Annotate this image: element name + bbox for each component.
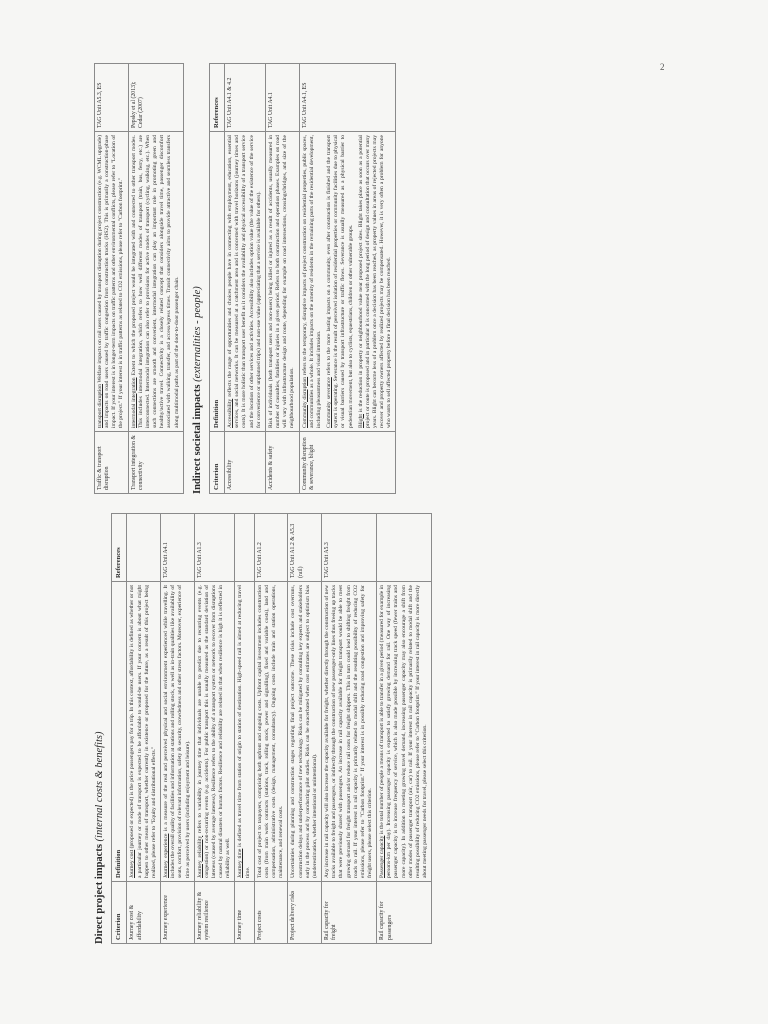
criterion-cell: Rail capacity for freight: [322, 882, 377, 944]
definition-keyword: Journey reliability: [196, 835, 203, 878]
table-row: [377, 514, 432, 944]
definition-keyword: Passenger capacity: [379, 835, 386, 878]
table-row: [225, 64, 266, 494]
table-row: [322, 514, 377, 944]
reference-cell: TAG Unit A5.3: [322, 514, 377, 582]
table-row: [265, 64, 299, 494]
definition-cell: [265, 132, 299, 432]
references-header: References: [112, 514, 127, 582]
reference-cell: TAG Unit A4.1: [265, 64, 299, 132]
definition-text: is the reduction in property or neighbourhood value near proposed project sites. Blight takes place as soon as a potential project or route is proposed and in particular it is concerned with the long period of design and consultation that occurs over many years. Blight can become less of a problem once a decision has been reached, as property values in areas of rejected projects may recover and property owners affected by realized projects may be compensated. However, it is very often a problem for anyone who wants to sell affected property before a final decision has been reached.: [357, 135, 393, 428]
definition-keyword: intermodal integration: [130, 377, 137, 428]
definition-cell: [161, 582, 195, 882]
direct-impacts-table: [111, 513, 432, 944]
definition-paragraph: [326, 135, 355, 428]
reference-cell: TAG Unit A1.3: [194, 514, 235, 582]
table-row: [127, 514, 161, 944]
definition-text: is the total number of people a means of transport is able to transfer in a given period (measured for example in persons-km per day). Increasing passenger capacity is expected to satisfy growing demand for rail. One way of increasing passenger capacity is to increase frequency of service, which is also made possible by increasing track speed (fewer trains and more capacity). In addition to meeting growing travel demand, increasing passenger capacity may also encourage a shift from other modes of passenger transport (air, car) to rail. If your interest in rail capacity is primarily related to modal shift and the resulting possibility of reducing CO2 emissions, please refer to "Carbon footprint." If your interest in rail capacity is more directly about meeting passenger needs for travel, please select this criterion.: [379, 584, 429, 878]
definition-keyword: Community severance: [326, 377, 333, 428]
definition-keyword: Journey time: [237, 848, 244, 878]
reference-cell: [127, 514, 161, 582]
definition-text: refers to variability in journey time that individuals are unable to predict due to recurring events (e.g. congestion) or non-recurring events (e.g. accidents). For public transport this is usually measured as the standard deviation of lateness (caused by average lateness). Resilience refers to the ability of a transport system or network to recover from disruptions caused by natural disasters or human factors. Resilience and reliability are related in that when resilience is high it is reflected in reliability as well.: [196, 585, 232, 878]
definition-text: Uncertainties during planning and construction stages regarding final project outcome. These risks include cost overruns, construction delays and underperformance of new technology. Risks can be mitigated by consulting key experts and stakeholders early in the process and by conducting pilot studies. Risks can be exacerbated when cost estimates are subject to optimism bias (underestimation, whether intentional or unintentional).: [290, 585, 318, 878]
table-header-row: [209, 64, 224, 494]
criterion-cell: Rail capacity for passengers: [377, 882, 432, 944]
indirect-impacts-table: [209, 63, 397, 494]
references-header: References: [209, 64, 224, 132]
definition-text: reflects the range of opportunities and choices people have in connecting with employment, education, essential services, and social networks. It can be measured at a catchment area and is concerned with travel horizons (journey times and costs). It is more holistic than transport user benefit as it considers the availability and physical accessibility of a transport service and the location of other services and activities. Accessibility also includes option value (the value of the existence of the service for convenience or unplanned trips) and non-use value (appreciating that a service is available for others).: [227, 135, 262, 428]
reference-cell: [235, 514, 254, 582]
reference-cell: TAG Unit A5.3, ES: [95, 64, 129, 132]
table-row: [128, 64, 183, 494]
definition-keyword: transport disruption: [97, 383, 103, 428]
indirect-impacts-subtitle: (externalities - people): [191, 286, 203, 382]
reference-cell: TAG Unit A1.2 & A5.3 (rail): [288, 514, 322, 582]
reference-cell: Pepsky et al (2013); Cedar (2007): [128, 64, 183, 132]
definition-text: Total cost of project to taxpayers, comprising both upfront and ongoing costs. Upfront capital investment includes construction costs (from main work contracts (stations, track, rolling stock, power and signalling), fixed and variable costs), land and compensation, administrative costs (design, management, consultancy). Ongoing costs include train and station operations, maintenance, and renewal costs.: [256, 585, 285, 878]
definition-cell: [322, 582, 377, 882]
criterion-cell: Journey experience: [161, 882, 195, 944]
criterion-cell: Journey time: [235, 882, 254, 944]
definition-header: Definition: [209, 132, 224, 432]
indirect-impacts-title: Indirect societal impacts: [191, 384, 203, 494]
definition-text: Welfare impacts on rail users caused by transport disruption during project construction (e.g. WCML upgrade) and impacts on road users caused by traffic congestion from construction trucks (HS2). This is primarily a construction-phase impact. If your interest is in longer-term impacts on traffic patterns and other environmental conflicts, please refer to "Location of the project." If your interest is in traffic patterns as related to CO2 emissions, please refer to "Carbon footprint.": [97, 135, 125, 428]
definition-cell: [128, 132, 183, 432]
right-column: [94, 64, 654, 494]
criterion-header: Criterion: [209, 432, 224, 494]
table-row: [194, 514, 235, 944]
criterion-cell: Project delivery risks: [288, 882, 322, 944]
criterion-cell: Project costs: [254, 882, 288, 944]
rotated-content: [94, 64, 654, 944]
table-row: [95, 64, 129, 494]
definition-cell: [194, 582, 235, 882]
reference-cell: TAG Unit A4.1, ES: [299, 64, 396, 132]
definition-text: is defined as travel time from station of origin to station of destination. High-speed rail is aimed at reducing travel time.: [237, 585, 251, 878]
direct-impacts-body: [127, 514, 432, 944]
definition-keyword: Blight: [357, 414, 364, 428]
definition-cell: [225, 132, 266, 432]
definition-text: (proposed or expected) is the price passengers pay for a trip. In this context, affordability is defined as whether or not a particular journey or mode of transport is expected to be affordable to would-be users. If your concern is about what might happen to other means of transport, whether currently in existence or proposed for the future, as a result of this project being realized, please refer to "Equity and distributional effects.": [129, 585, 157, 878]
definition-text: refers to the more lasting impacts on a community, even after construction is finished and the transport system is operating. Severance is the result of perceived isolation of residential properties or community facilities due to physical or visual barriers caused by transport infrastructure or traffic flows. Severance is usually measured as a physical barrier to pedestrian movement, but also to cyclists, equestrians, children or other vulnerable groups.: [326, 135, 354, 428]
criterion-cell: Journey cost & affordability: [127, 882, 161, 944]
table-row: [299, 64, 396, 494]
reference-cell: [377, 514, 432, 582]
definition-text: Extent to which the proposed project would be integrated with and connected to other transport modes. This includes intermodal integration, which refers to how well different modes of transport (train, bus, ferry, etc.) are interconnected. Intermodal integration can also refer to provisions for active modes of transport (cycling, walking, etc.). When such connections are smooth and convenient, intermodal integration can play an important role in promoting green and healthy/active travel. Connectivity is a closely related concept that considers alongside travel time, passenger discomfort associated with walking, transfer, and access/egress times. Transit connectivity aims to provide attractive and seamless transfers along multimodal paths as part of the door-to-door passenger chain.: [130, 135, 180, 428]
criterion-header: Criterion: [112, 882, 127, 944]
definition-paragraph: [358, 135, 394, 428]
definition-text: refers to the temporary, disruptive impacts of project construction on residential properties, public spaces, and communities as a whole. It includes impacts on the amenity of residents in the remaining parts of the residential development, including pleasantness and visual intrusion.: [301, 135, 322, 428]
criterion-cell: Community disruption & severance, blight: [299, 432, 396, 494]
direct-impacts-section: [94, 514, 654, 944]
definition-keyword: Accessibility: [227, 398, 234, 428]
table-row: [254, 514, 288, 944]
definition-cell: [377, 582, 432, 882]
table-row: [161, 514, 195, 944]
definition-text: Any increase in rail capacity will also increase the capacity available for freight, whether directly through the construction of new tracks available to freight and passengers, or indirectly through the construction of new passenger-only lines thus freeing up tracks that were previously shared with passengers. An increase in rail capacity available for freight transport would be able to meet growing demand for freight transport and/or reduce rail costs for freight shippers. This in turn could lead to shifting freight from roads to rail. If your interest in rail capacity is primarily related to modal shift and the resulting possibility of reducing CO2 emissions, please refer to "Carbon footprint." If your interest is in possibly reducing road congestion and improving safety for freight users, please select this criterion.: [324, 585, 373, 878]
definition-header: Definition: [112, 582, 127, 882]
direct-impacts-subtitle: (internal costs & benefits): [94, 731, 105, 842]
reference-cell: TAG Unit A4.1: [161, 514, 195, 582]
criterion-cell: Accidents & safety: [265, 432, 299, 494]
criterion-cell: Accessibility: [225, 432, 266, 494]
definition-text: is a measure of the real and perceived physical and social environment experienced while travelling. It includes the overall quality of facilities and information at stations and rolling stock, as well as in-train qualities like availability of seats, comfort, provision of relevant information, safety & security, crowdedness and other stress factors. Moreover, experience of time as perceived by users (including enjoyment and leisure).: [163, 585, 191, 878]
direct-impacts-heading: [94, 514, 108, 944]
definition-cell: [95, 132, 129, 432]
criterion-cell: Transport integration & connectivity: [128, 432, 183, 494]
continued-body: [95, 64, 184, 494]
definition-cell: [299, 132, 396, 432]
definition-cell: [235, 582, 254, 882]
table-row: [288, 514, 322, 944]
definition-cell: [288, 582, 322, 882]
criterion-cell: Traffic & transport disruption: [95, 432, 129, 494]
reference-cell: TAG Unit A1.2: [254, 514, 288, 582]
definition-keyword: Journey experience: [163, 833, 170, 878]
table-header-row: [112, 514, 127, 944]
table-row: [235, 514, 254, 944]
direct-impacts-title: Direct project impacts: [94, 844, 105, 944]
definition-keyword: Community disruption: [301, 376, 308, 428]
page-number: 2: [660, 62, 665, 72]
indirect-impacts-body: [225, 64, 396, 494]
definition-text: Risk of individuals (both transport users and non-users) being killed or injured as a result of accidents, usually measured in number of casualties, fatalities or injuries in a given period. Refers to both construction and operation phases. Examples on road will vary with infrastructure design and route, depending for example on road intersections, crossings/bridges, and size of the neighbourhood population.: [267, 135, 296, 428]
definition-cell: [254, 582, 288, 882]
reference-cell: TAG Unit A4.1 & 4.2: [225, 64, 266, 132]
continued-table: [94, 63, 184, 494]
indirect-impacts-heading: [192, 64, 206, 494]
criterion-cell: Journey reliability & system resilience: [194, 882, 235, 944]
definition-cell: [127, 582, 161, 882]
definition-keyword: Journey cost: [129, 849, 136, 878]
